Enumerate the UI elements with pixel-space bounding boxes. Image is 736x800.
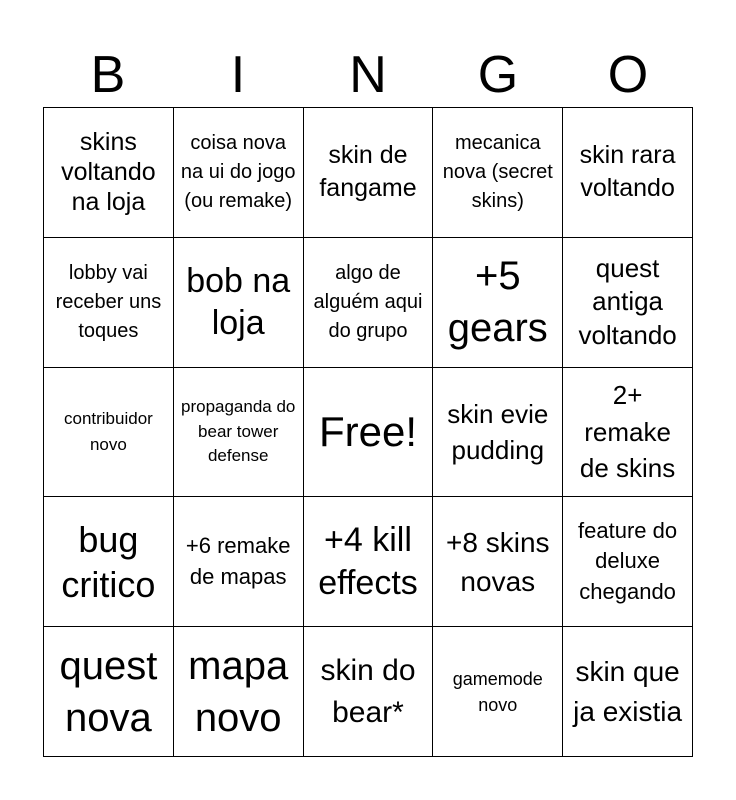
header-letter-o: O [607, 46, 649, 104]
bingo-cell[interactable] [174, 108, 304, 238]
header-letter-b: B [90, 46, 126, 104]
cell-text: skin que ja existia [573, 656, 683, 727]
cell-text: +8 skins novas [446, 526, 550, 597]
bingo-cell[interactable] [304, 497, 434, 627]
cell-text: skins voltando na loja [61, 128, 156, 217]
cell-text: gamemode novo [452, 668, 543, 715]
cell-text: contribuidor novo [63, 409, 153, 454]
cell-text: +5 gears [447, 254, 548, 351]
cell-text: mapa novo [188, 643, 289, 740]
bingo-cell[interactable] [433, 627, 563, 757]
bingo-cell[interactable] [563, 627, 693, 757]
bingo-card [43, 107, 693, 757]
bingo-cell[interactable] [433, 497, 563, 627]
free-space-label: Free! [318, 407, 417, 455]
bingo-cell[interactable] [174, 238, 304, 368]
cell-text: 2+ remake de skins [579, 380, 676, 484]
bingo-cell[interactable] [44, 108, 174, 238]
cell-text: +4 kill effects [318, 521, 418, 602]
cell-text: coisa nova na ui do jogo (ou remake) [180, 131, 296, 212]
bingo-cell[interactable] [174, 497, 304, 627]
cell-text: skin rara voltando [579, 140, 676, 203]
cell-text: skin do bear* [320, 653, 416, 729]
header-letter-g: G [477, 46, 519, 104]
bingo-cell[interactable] [563, 368, 693, 498]
header-letter-i: I [230, 46, 246, 104]
cell-text: propaganda do bear tower defense [181, 397, 296, 466]
cell-text: mecanica nova (secret skins) [442, 131, 553, 212]
cell-text: algo de alguém aqui do grupo [313, 261, 423, 342]
cell-text: quest antiga voltando [578, 252, 677, 351]
bingo-cell[interactable] [44, 497, 174, 627]
bingo-cell[interactable] [44, 238, 174, 368]
bingo-cell[interactable] [44, 627, 174, 757]
bingo-cell[interactable] [563, 238, 693, 368]
bingo-cell[interactable] [174, 368, 304, 498]
cell-text: skin evie pudding [447, 398, 549, 465]
bingo-cell[interactable] [433, 368, 563, 498]
cell-text: feature do deluxe chegando [578, 517, 678, 605]
bingo-cell[interactable] [433, 108, 563, 238]
cell-text: skin de fangame [319, 140, 417, 203]
bingo-header [43, 44, 693, 106]
bingo-cell[interactable] [174, 627, 304, 757]
cell-text: bob na loja [186, 261, 291, 343]
bingo-cell[interactable] [44, 368, 174, 498]
cell-text: +6 remake de mapas [185, 532, 291, 589]
bingo-cell[interactable] [304, 238, 434, 368]
bingo-cell[interactable] [563, 108, 693, 238]
cell-text: quest nova [59, 643, 158, 740]
free-space[interactable] [304, 368, 434, 498]
cell-text: lobby vai receber uns toques [55, 261, 162, 342]
bingo-cell[interactable] [433, 238, 563, 368]
header-letter-n: N [349, 46, 387, 104]
bingo-cell[interactable] [304, 108, 434, 238]
bingo-cell[interactable] [304, 627, 434, 757]
cell-text: bug critico [61, 518, 156, 605]
bingo-cell[interactable] [563, 497, 693, 627]
